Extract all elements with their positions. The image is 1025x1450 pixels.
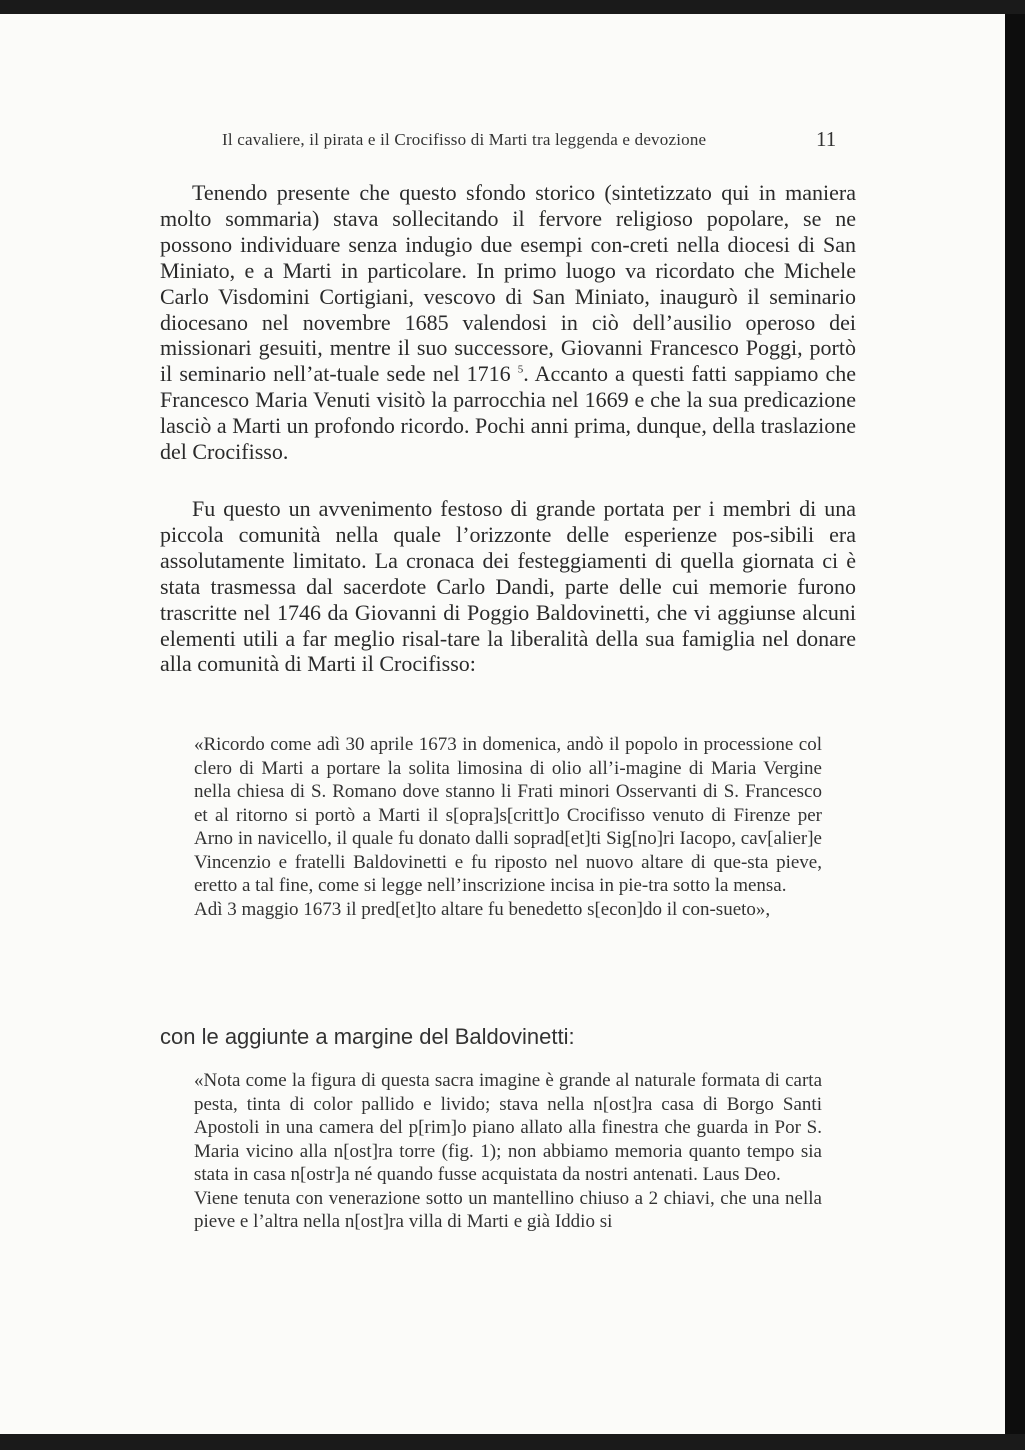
page-number: 11: [816, 127, 837, 151]
quote-1-text: «Ricordo come adì 30 aprile 1673 in domenica, andò il popolo in processione col clero di Marti a portare la solita limosina di olio all’i-magine di Maria Vergine nella chiesa di S. Romano dove stanno li Frati minori Osservanti di S. Francesco et al ritorno si portò a Marti il s[opra]s[critt]o Crocifisso venuto di Firenze per Arno in navicello, il quale fu donato dalli soprad[et]ti Sig[no]ri Iacopo, cav[alier]e Vincenzio e fratelli Baldovinetti e fu riposto nel nuovo altare di que-sta pieve, eretto a tal fine, come si legge nell’inscrizione incisa in pie-tra sotto la mensa.: [194, 734, 822, 896]
intro-line: con le aggiunte a margine del Baldovinetti:: [160, 1024, 575, 1049]
running-head: Il cavaliere, il pirata e il Crocifisso di Marti tra leggenda e devozione: [222, 130, 707, 149]
paragraph-1: [160, 180, 856, 465]
quote-2-text-2: Viene tenuta con venerazione sotto un mantellino chiuso a 2 chiavi, che una nella pieve e l’altra nella n[ost]ra villa di Marti e già Iddio si: [194, 1187, 822, 1232]
quote-2-text: «Nota come la figura di questa sacra imagine è grande al naturale formata di carta pesta, tinta di color pallido e livido; stava nella n[ost]ra casa di Borgo Santi Apostoli in una camera del p[rim]o piano allato alla finestra che guarda in Por S. Maria vicino alla n[ost]ra torre (fig. 1); non abbiamo memoria quanto tempo sia stata in casa n[ostr]a né quando fusse acquistata da nostri antenati. Laus Deo.: [194, 1070, 822, 1185]
footnote-ref-5: 5: [517, 364, 524, 377]
quote-2: [194, 1069, 822, 1234]
scan-edge: [1005, 14, 1025, 1434]
paragraph-2: Fu questo un avvenimento festoso di grande portata per i membri di una piccola comunità nella quale l’orizzonte delle esperienze pos-sibili era assolutamente limitato. La cronaca dei festeggiamenti di quella giornata ci è stata trasmessa dal sacerdote Carlo Dandi, parte delle cui memorie furono trascritte nel 1746 da Giovanni di Poggio Baldovinetti, che vi aggiunse alcuni elementi utili a far meglio risal-tare la liberalità della sua famiglia nel donare alla comunità di Marti il Crocifisso:: [160, 496, 856, 677]
quote-1: [194, 733, 822, 921]
paragraph-1-text-b: . Accanto a questi fatti sappiamo che Francesco Maria Venuti visitò la parrocchia nel 1669 e che la sua predicazione lasciò a Marti un profondo ricordo. Pochi anni prima, dunque, della traslazione del Crocifisso.: [160, 361, 857, 465]
book-page: [0, 14, 1005, 1434]
quote-1-text-2: Adì 3 maggio 1673 il pred[et]to altare fu benedetto s[econ]do il con-sueto»,: [194, 898, 771, 920]
paragraph-1-text-a: Tenendo presente che questo sfondo storico (sintetizzato qui in maniera molto sommaria) stava sollecitando il fervore religioso popolare, se ne possono individuare senza indugio due esempi con-creti nella diocesi di San Miniato, e a Marti in particolare. In primo luogo va ricordato che Michele Carlo Visdomini Cortigiani, vescovo di San Miniato, inaugurò il seminario diocesano nel novembre 1685 valendosi in ciò dell’ausilio operoso dei missionari gesuiti, mentre il suo successore, Giovanni Francesco Poggi, portò il seminario nell’at-tuale sede nel 1716: [160, 180, 856, 387]
